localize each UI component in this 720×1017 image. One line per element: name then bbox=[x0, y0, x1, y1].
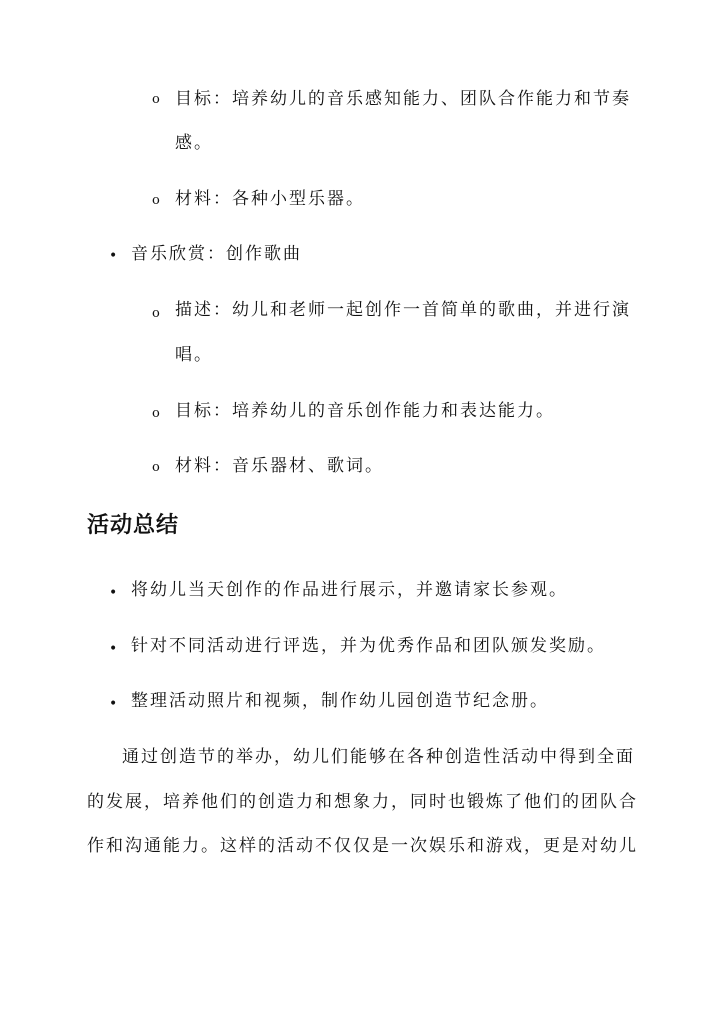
goal-1-line-2: 感。 bbox=[175, 133, 213, 153]
goal-1-line-1: 目标：培养幼儿的音乐感知能力、团队合作能力和节奏 bbox=[175, 89, 631, 109]
bullet-disc: • bbox=[109, 585, 118, 601]
sub-bullet-circle: o bbox=[152, 92, 160, 107]
summary-bullet-1: 将幼儿当天创作的作品进行展示，并邀请家长参观。 bbox=[131, 580, 568, 600]
sub-bullet-circle: o bbox=[152, 406, 160, 421]
bullet-disc: • bbox=[109, 696, 118, 712]
section-heading: 活动总结 bbox=[87, 512, 180, 538]
paragraph-line-1: 通过创造节的举办，幼儿们能够在各种创造性活动中得到全面 bbox=[122, 747, 635, 767]
sub-bullet-circle: o bbox=[152, 306, 160, 321]
material-2: 材料：音乐器材、歌词。 bbox=[175, 456, 384, 476]
bullet-disc: • bbox=[109, 248, 118, 264]
description-2-line-1: 描述：幼儿和老师一起创作一首简单的歌曲，并进行演 bbox=[175, 300, 631, 320]
sub-bullet-circle: o bbox=[152, 460, 160, 475]
paragraph-line-3: 作和沟通能力。这样的活动不仅仅是一次娱乐和游戏，更是对幼儿 bbox=[87, 836, 638, 856]
bullet-disc: • bbox=[109, 641, 118, 657]
item-music-appreciation: 音乐欣赏：创作歌曲 bbox=[131, 244, 302, 264]
summary-bullet-3: 整理活动照片和视频，制作幼儿园创造节纪念册。 bbox=[131, 691, 549, 711]
goal-2: 目标：培养幼儿的音乐创作能力和表达能力。 bbox=[175, 401, 555, 421]
description-2-line-2: 唱。 bbox=[175, 345, 213, 365]
paragraph-line-2: 的发展，培养他们的创造力和想象力，同时也锻炼了他们的团队合 bbox=[87, 792, 638, 812]
material-1: 材料：各种小型乐器。 bbox=[175, 189, 365, 209]
sub-bullet-circle: o bbox=[152, 193, 160, 208]
summary-bullet-2: 针对不同活动进行评选，并为优秀作品和团队颁发奖励。 bbox=[131, 636, 606, 656]
